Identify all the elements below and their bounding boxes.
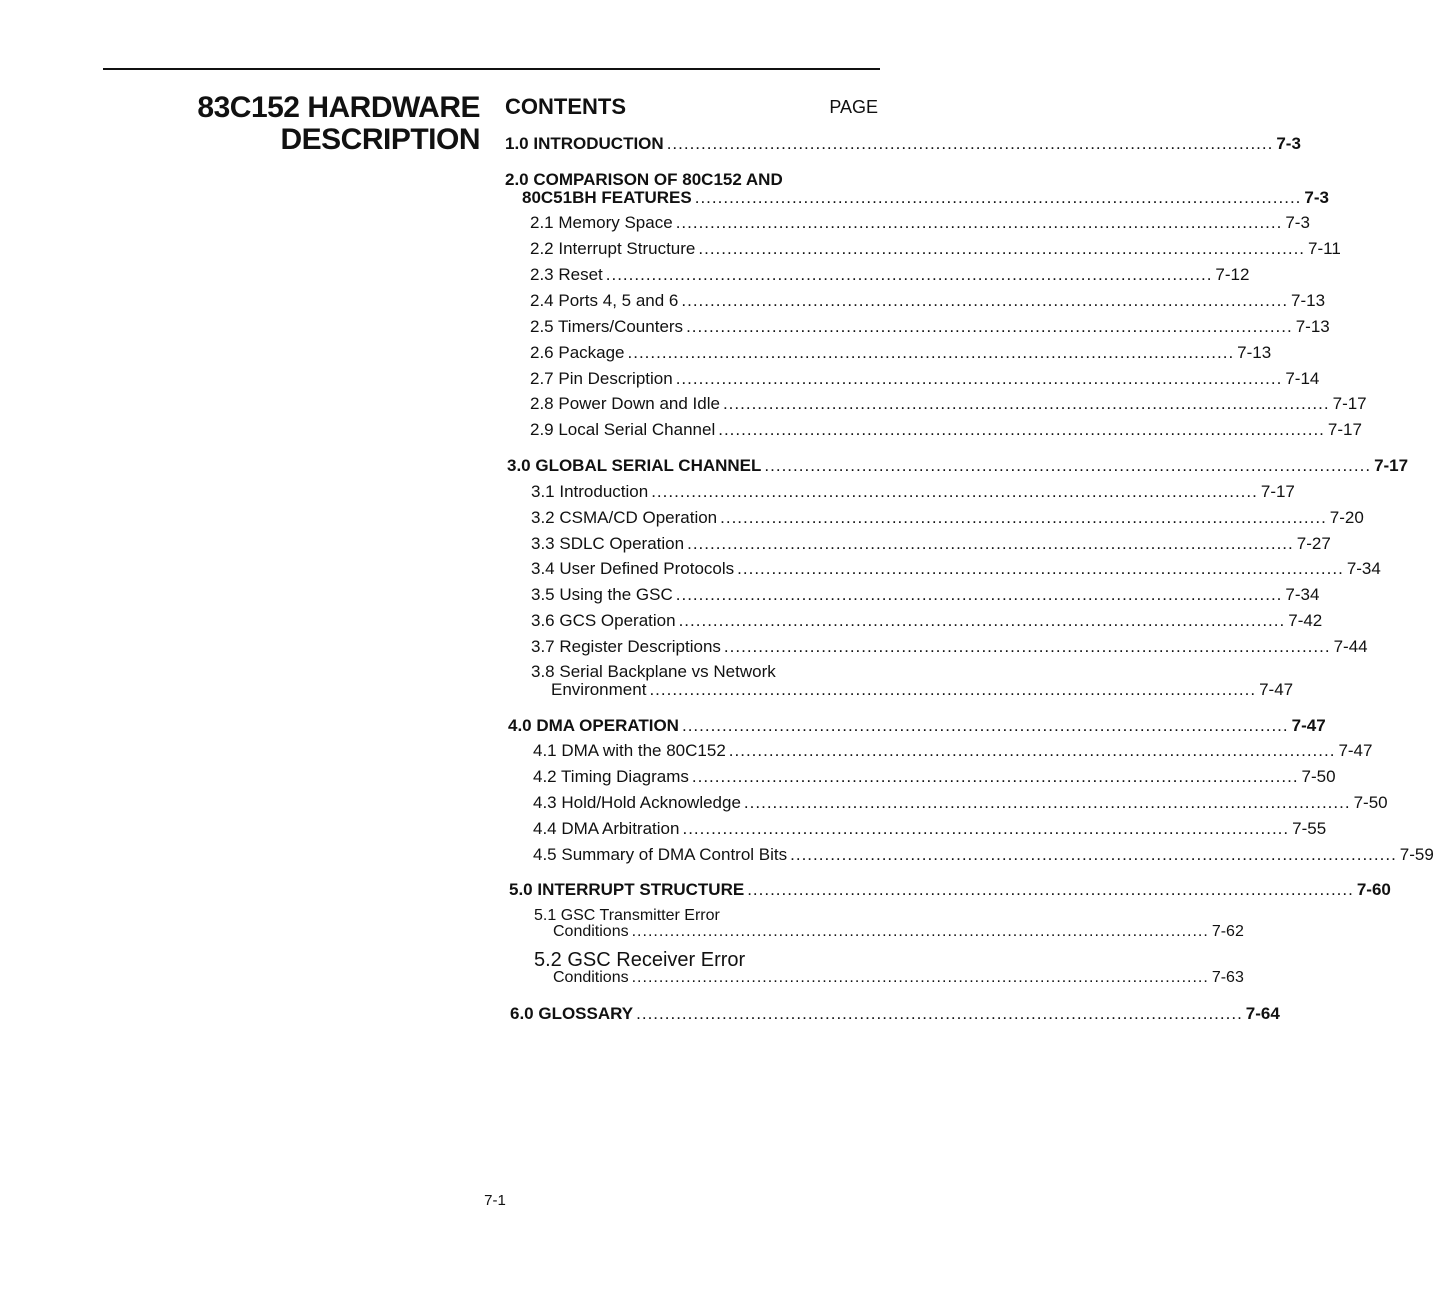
toc-leader: .......................................................................................................... — [636, 1004, 1243, 1023]
toc-leader: .......................................................................................................... — [631, 969, 1209, 986]
toc-page: 7-11 — [1308, 239, 1341, 258]
toc-page: 7-63 — [1211, 969, 1244, 986]
toc-page: 7-3 — [1276, 134, 1301, 153]
footer-page-number: 7-1 — [484, 1192, 506, 1209]
toc-page: 7-47 — [1259, 680, 1294, 699]
toc-entry-1-0[interactable] — [505, 134, 1301, 154]
toc-page: 7-20 — [1329, 508, 1364, 527]
contents-heading: CONTENTS — [505, 94, 626, 119]
toc-leader: .......................................................................................................... — [666, 134, 1274, 153]
toc-entry-3-3[interactable] — [531, 534, 1331, 554]
toc-leader: .......................................................................................................... — [627, 343, 1235, 362]
toc-entry-2-6[interactable] — [530, 343, 1272, 363]
toc-entry-2-1[interactable] — [530, 213, 1310, 233]
toc-page: 7-12 — [1215, 265, 1250, 284]
toc-page: 7-3 — [1285, 213, 1310, 232]
toc-entry-3-4[interactable] — [531, 559, 1381, 579]
toc-label: 3.6 GCS Operation — [531, 611, 676, 630]
toc-label: 3.4 User Defined Protocols — [531, 559, 735, 578]
toc-leader: .......................................................................................................... — [678, 611, 1286, 630]
toc-entry-2-3[interactable] — [530, 265, 1250, 285]
toc-leader: .......................................................................................................... — [687, 534, 1294, 553]
toc-entry-2-0[interactable] — [522, 188, 1329, 208]
toc-leader: .......................................................................................................... — [675, 213, 1283, 232]
toc-entry-5-1[interactable] — [553, 922, 1244, 942]
toc-page: 7-62 — [1211, 923, 1244, 940]
toc-label: Conditions — [553, 969, 629, 986]
toc-label: 5.0 INTERRUPT STRUCTURE — [509, 880, 745, 899]
toc-page: 7-27 — [1296, 534, 1331, 553]
toc-entry-5-2-line1: 5.2 GSC Receiver Error — [534, 949, 746, 971]
toc-label: 4.3 Hold/Hold Acknowledge — [533, 793, 741, 812]
toc-entry-3-6[interactable] — [531, 611, 1323, 631]
toc-leader: .......................................................................................................... — [605, 265, 1213, 284]
toc-label: 4.0 DMA OPERATION — [508, 716, 679, 735]
toc-leader: .......................................................................................................... — [764, 456, 1372, 475]
toc-entry-3-7[interactable] — [531, 637, 1368, 657]
toc-page: 7-55 — [1292, 819, 1327, 838]
toc-page: 7-17 — [1374, 456, 1409, 475]
toc-leader: .......................................................................................................... — [720, 508, 1327, 527]
toc-entry-4-4[interactable] — [533, 819, 1327, 839]
toc-page: 7-59 — [1399, 845, 1434, 864]
toc-leader: .......................................................................................................... — [649, 680, 1257, 699]
toc-page: 7-60 — [1356, 880, 1391, 899]
toc-leader: .......................................................................................................... — [686, 317, 1293, 336]
toc-entry-5-0[interactable] — [509, 880, 1391, 900]
toc-label: 1.0 INTRODUCTION — [505, 134, 664, 153]
toc-page: 7-17 — [1260, 482, 1295, 501]
toc-label: 2.6 Package — [530, 343, 625, 362]
toc-label: 2.9 Local Serial Channel — [530, 420, 716, 439]
toc-entry-4-1[interactable] — [533, 741, 1373, 761]
toc-label: 2.3 Reset — [530, 265, 603, 284]
toc-leader: .......................................................................................................... — [631, 923, 1209, 940]
toc-label: 3.2 CSMA/CD Operation — [531, 508, 718, 527]
toc-leader: .......................................................................................................... — [682, 819, 1290, 838]
toc-entry-2-2[interactable] — [530, 239, 1341, 259]
toc-entry-3-5[interactable] — [531, 585, 1320, 605]
toc-leader: .......................................................................................................... — [722, 394, 1330, 413]
toc-label: 3.3 SDLC Operation — [531, 534, 685, 553]
toc-leader: .......................................................................................................... — [718, 420, 1325, 439]
toc-leader: .......................................................................................................... — [698, 239, 1306, 258]
toc-label: 2.1 Memory Space — [530, 213, 673, 232]
toc-label: 2.8 Power Down and Idle — [530, 394, 720, 413]
toc-entry-4-2[interactable] — [533, 767, 1336, 787]
toc-entry-2-7[interactable] — [530, 369, 1320, 389]
toc-leader: .......................................................................................................... — [728, 741, 1336, 760]
toc-entry-3-0[interactable] — [507, 456, 1409, 476]
page-column-heading: PAGE — [829, 97, 878, 117]
toc-page: 7-3 — [1304, 188, 1329, 207]
toc-leader: .......................................................................................................... — [675, 585, 1283, 604]
toc-entry-2-8[interactable] — [530, 394, 1367, 414]
toc-label: 6.0 GLOSSARY — [510, 1004, 634, 1023]
toc-leader: .......................................................................................................... — [737, 559, 1344, 578]
toc-leader: .......................................................................................................... — [681, 716, 1289, 735]
toc-entry-3-8-line1: 3.8 Serial Backplane vs Network — [531, 662, 776, 681]
document-title-line2: DESCRIPTION — [280, 123, 480, 156]
document-title-line1: 83C152 HARDWARE — [197, 91, 480, 124]
toc-entry-4-3[interactable] — [533, 793, 1388, 813]
toc-page: 7-13 — [1291, 291, 1326, 310]
toc-page: 7-50 — [1301, 767, 1336, 786]
toc-label: 2.5 Timers/Counters — [530, 317, 684, 336]
toc-entry-6-0[interactable] — [510, 1004, 1280, 1024]
toc-page: 7-44 — [1333, 637, 1368, 656]
toc-page: 7-17 — [1327, 420, 1362, 439]
toc-leader: .......................................................................................................... — [694, 188, 1302, 207]
toc-leader: .......................................................................................................... — [723, 637, 1331, 656]
toc-leader: .......................................................................................................... — [681, 291, 1289, 310]
toc-page: 7-34 — [1346, 559, 1381, 578]
toc-label: 4.1 DMA with the 80C152 — [533, 741, 726, 760]
toc-entry-2-9[interactable] — [530, 420, 1362, 440]
toc-page: 7-42 — [1288, 611, 1323, 630]
toc-page: 7-47 — [1338, 741, 1373, 760]
toc-entry-2-4[interactable] — [530, 291, 1326, 311]
toc-entry-4-5[interactable] — [533, 845, 1434, 865]
toc-label: 4.2 Timing Diagrams — [533, 767, 689, 786]
toc-entry-2-0-line1: 2.0 COMPARISON OF 80C152 AND — [505, 170, 783, 189]
toc-entry-3-1[interactable] — [531, 482, 1295, 502]
toc-entry-5-1-line1: 5.1 GSC Transmitter Error — [534, 907, 720, 924]
toc-label: 3.7 Register Descriptions — [531, 637, 721, 656]
toc-page: 7-14 — [1285, 369, 1320, 388]
toc-leader: .......................................................................................................... — [747, 880, 1354, 899]
toc-page: 7-13 — [1237, 343, 1272, 362]
toc-leader: .......................................................................................................... — [691, 767, 1299, 786]
toc-page: 7-17 — [1332, 394, 1367, 413]
toc-entry-2-5[interactable] — [530, 317, 1330, 337]
toc-leader: .......................................................................................................... — [790, 845, 1397, 864]
toc-label: Environment — [551, 680, 647, 699]
toc-label: 2.4 Ports 4, 5 and 6 — [530, 291, 679, 310]
toc-label: Conditions — [553, 923, 629, 940]
toc-entry-3-8[interactable] — [551, 680, 1294, 700]
toc-leader: .......................................................................................................... — [651, 482, 1258, 501]
toc-label: 3.0 GLOBAL SERIAL CHANNEL — [507, 456, 762, 475]
toc-entry-5-2[interactable] — [553, 968, 1244, 988]
toc-label: 3.5 Using the GSC — [531, 585, 673, 604]
toc-page: 7-34 — [1285, 585, 1320, 604]
toc-page: 7-13 — [1295, 317, 1330, 336]
toc-page: 7-50 — [1353, 793, 1388, 812]
toc-leader: .......................................................................................................... — [675, 369, 1283, 388]
toc-label: 4.5 Summary of DMA Control Bits — [533, 845, 788, 864]
toc-leader: .......................................................................................................... — [743, 793, 1351, 812]
toc-entry-3-2[interactable] — [531, 508, 1364, 528]
toc-label: 4.4 DMA Arbitration — [533, 819, 680, 838]
toc-label: 2.2 Interrupt Structure — [530, 239, 696, 258]
toc-label: 80C51BH FEATURES — [522, 188, 692, 207]
toc-label: 3.1 Introduction — [531, 482, 649, 501]
toc-page: 7-47 — [1291, 716, 1326, 735]
toc-label: 2.7 Pin Description — [530, 369, 673, 388]
toc-page: 7-64 — [1245, 1004, 1280, 1023]
toc-entry-4-0[interactable] — [508, 716, 1326, 736]
